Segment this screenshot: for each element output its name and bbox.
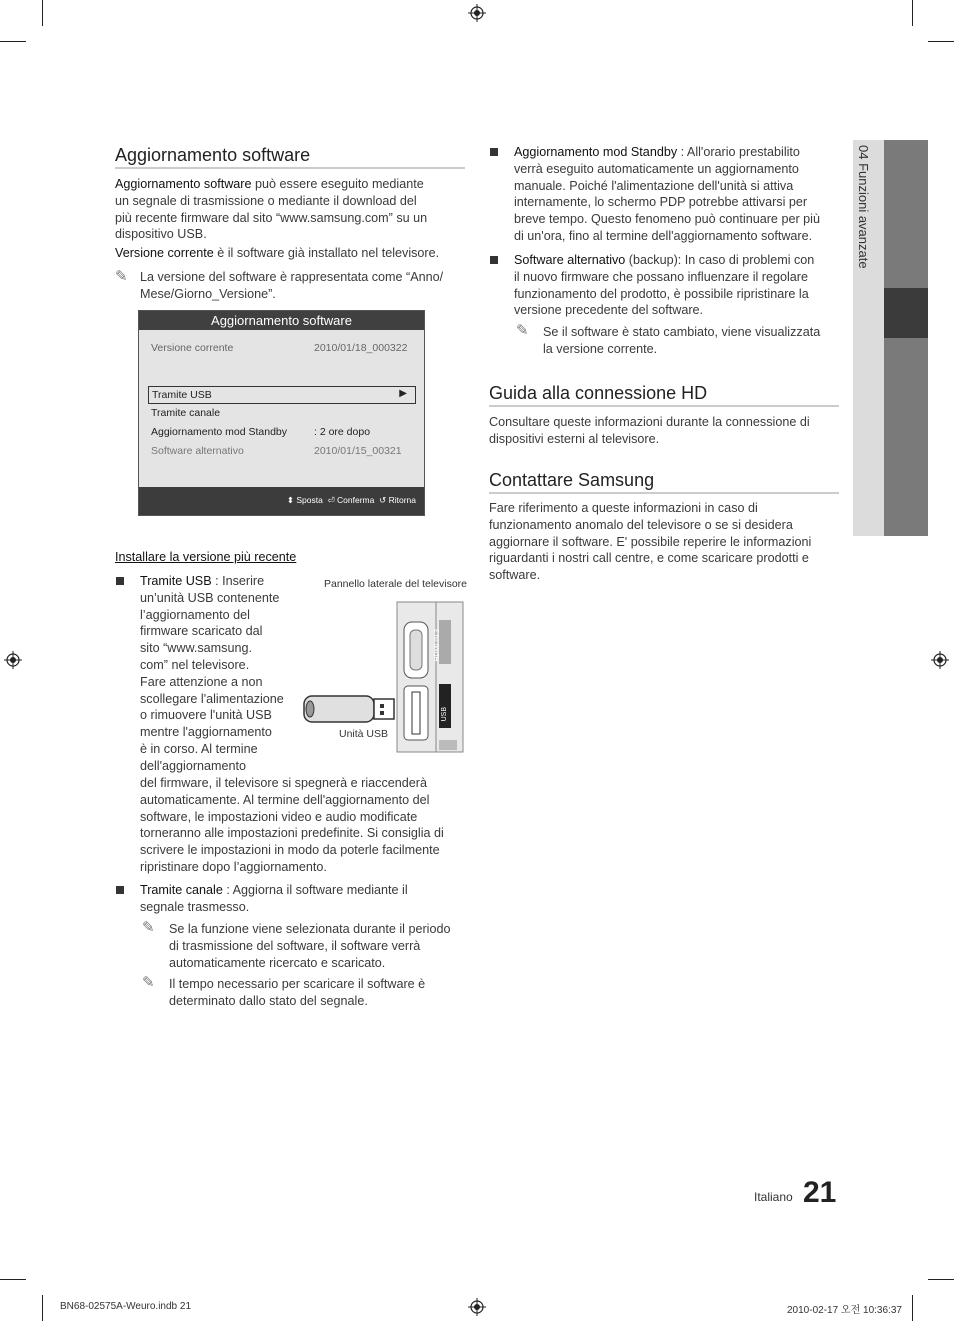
crop-mark	[928, 41, 954, 42]
note-broadcast: Se la funzione viene selezionata durante il periodo di trasmissione del software, il software verrà automaticamente ricercato e scaricato.	[169, 922, 451, 970]
osd-item-channel[interactable]: Tramite canale	[151, 407, 221, 419]
registration-mark-icon	[931, 651, 949, 669]
footer-date: 2010-02-17 오전 10:36:37	[787, 1305, 902, 1316]
section-divider	[489, 492, 839, 494]
install-heading: Installare la versione più recente	[115, 550, 297, 564]
osd-software-update-menu	[138, 310, 425, 516]
osd-help-bar: ⬍ Sposta ⏎ Conferma ↺ Ritorna	[286, 495, 416, 505]
standby-item-text: Aggiornamento mod Standby : All'orario prestabilito verrà eseguito automaticamente un aggiornamento manuale. Poiché l'alimentazione dell'unità si attiva internamente, lo schermo PDP potrebbe attivarsi per breve tempo. Questo fenomeno può continuare per più di un'ora, fino al termine dell'aggiornamento software.	[514, 145, 820, 243]
osd-item-standby[interactable]: Aggiornamento mod Standby	[151, 426, 288, 438]
bullet-square	[116, 577, 124, 585]
page-number: 21	[803, 1176, 837, 1209]
usb-item-text: Tramite USB : Inserire un’unità USB contenente l’aggiornamento del firmware scaricato dal sito “www.samsung. com” nel televisore. Fare attenzione a non scollegare l'alimentazione o rimuovere l'unità USB mentre l'aggiornamento è in corso. Al termine dell'aggiornamento	[140, 574, 284, 773]
section-title-contact: Contattare Samsung	[489, 470, 655, 490]
osd-item-usb[interactable]: Tramite USB ▶	[148, 386, 416, 404]
osd-alternative-value: 2010/01/15_00321	[314, 445, 402, 457]
hd-guide-text: Consultare queste informazioni durante la connessione di dispositivi esterni al televisore.	[489, 415, 810, 446]
usb-item-continued: del firmware, il televisore si spegnerà e riaccenderà automaticamente. Al termine dell'aggiornamento del software, le impostazioni video e audio modificate torneranno alle impostazioni predefinite. Si consiglia di scrivere le impostazioni in modo da poterle facilmente ripristinare dopo l’aggiornamento.	[140, 776, 444, 874]
note-pencil-icon: ✎	[115, 268, 128, 285]
arrow-right-icon: ▶	[399, 388, 407, 399]
osd-standby-value: : 2 ore dopo	[314, 426, 371, 438]
crop-mark	[912, 0, 913, 26]
bullet-square	[116, 886, 124, 894]
note-pencil-icon: ✎	[142, 919, 155, 936]
channel-item-text: Tramite canale : Aggiorna il software mediante il segnale trasmesso.	[140, 883, 408, 914]
section-title-software-update: Aggiornamento software	[115, 145, 311, 165]
page-language: Italiano	[754, 1190, 793, 1204]
usb-port-label: USB	[441, 707, 448, 722]
crop-mark	[928, 1279, 954, 1280]
hdmi-port-label: HDMI IN 3	[434, 629, 441, 662]
section-title-hd-guide: Guida alla connessione HD	[489, 383, 708, 403]
chapter-tab-strip	[884, 140, 928, 536]
osd-title: Aggiornamento software	[139, 311, 424, 330]
osd-item-alternative[interactable]: Software alternativo	[151, 445, 244, 457]
note-pencil-icon: ✎	[142, 974, 155, 991]
crop-mark	[0, 41, 26, 42]
osd-current-version-label: Versione corrente	[151, 342, 234, 354]
return-icon: ↺	[379, 495, 387, 505]
chapter-tab-marker	[884, 288, 928, 338]
registration-mark-icon	[468, 4, 486, 22]
section-divider	[489, 405, 839, 407]
section-divider	[115, 167, 465, 169]
move-arrows-icon: ⬍	[286, 495, 294, 505]
contact-text: Fare riferimento a queste informazioni in caso di funzionamento anomalo del televisore o se si desidera aggiornare il software. E' possibile reperire le informazioni riguardanti i nostri call centre, e come scaricare prodotti e software.	[489, 501, 812, 583]
crop-mark	[0, 1279, 26, 1280]
crop-mark	[42, 0, 43, 26]
bullet-square	[490, 148, 498, 156]
figure-panel-label: Pannello laterale del televisore	[324, 578, 468, 590]
footer-file: BN68-02575A-Weuro.indb 21	[60, 1301, 192, 1312]
alternative-item-text: Software alternativo (backup): In caso di problemi con il nuovo firmware che possano influenzare il regolare funzionamento del prodotto, è possibile ripristinare la versione precedente del software.	[514, 253, 815, 318]
intro-paragraph: Aggiornamento software può essere eseguito mediante un segnale di trasmissione o mediante il download del più recente firmware dal sito “www.samsung.com” su un dispositivo USB.	[115, 177, 428, 242]
osd-footer	[139, 487, 424, 515]
crop-mark	[912, 1295, 913, 1321]
note-pencil-icon: ✎	[516, 322, 529, 339]
registration-mark-icon	[4, 651, 22, 669]
bullet-square	[490, 256, 498, 264]
enter-icon: ⏎	[327, 495, 335, 505]
usb-drive-label: Unità USB	[339, 728, 389, 740]
crop-mark	[42, 1295, 43, 1321]
current-version-paragraph: Versione corrente è il software già installato nel televisore.	[115, 246, 440, 260]
osd-current-version-value: 2010/01/18_000322	[314, 342, 408, 354]
note-version-format: La versione del software è rappresentata come “Anno/ Mese/Giorno_Versione”.	[140, 270, 444, 301]
registration-mark-icon	[468, 1298, 486, 1316]
note-download-time: Il tempo necessario per scaricare il software è determinato dallo stato del segnale.	[169, 977, 426, 1008]
note-version-changed: Se il software è stato cambiato, viene visualizzata la versione corrente.	[543, 325, 821, 356]
chapter-label: 04 Funzioni avanzate	[856, 145, 871, 269]
